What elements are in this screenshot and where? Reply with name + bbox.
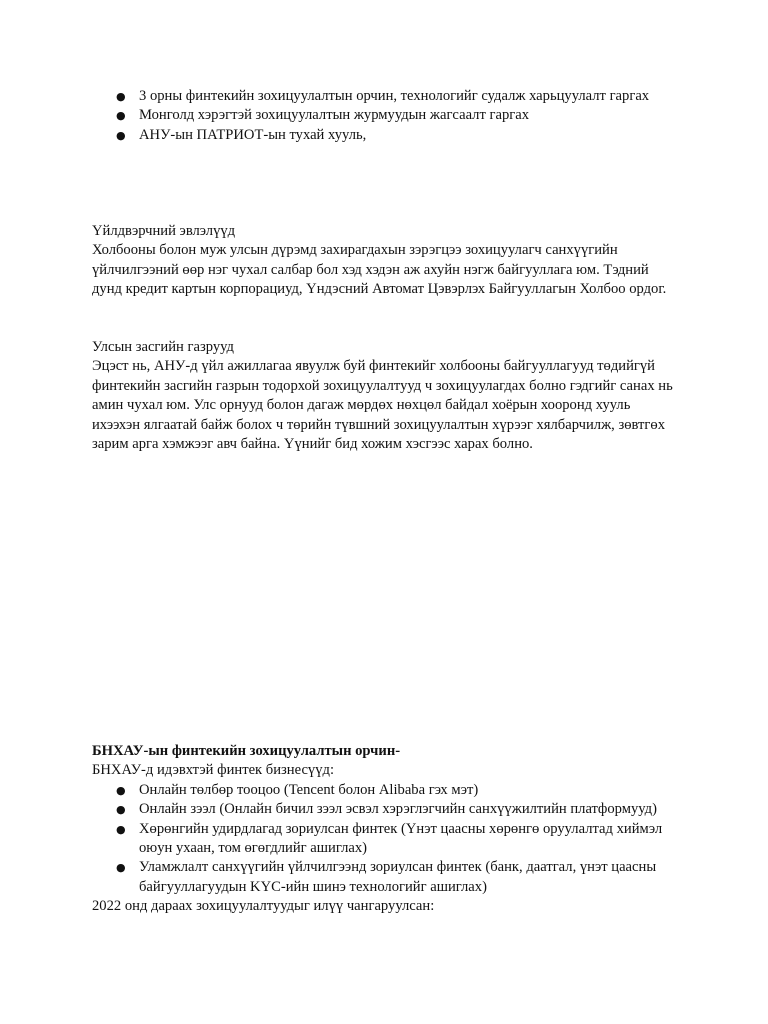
list-item-text: Онлайн зээл (Онлайн бичил зээл эсвэл хэрэглэгчийн санхүүжилтийн платформууд) xyxy=(139,801,657,818)
bullet-icon: ● xyxy=(116,90,126,103)
list-item xyxy=(92,820,682,859)
list-item xyxy=(92,781,682,800)
section-intro: БНХАУ-д идэвхтэй финтек бизнесүүд: xyxy=(92,762,335,779)
section-heading: Үйлдвэрчний эвлэлүүд xyxy=(92,223,236,239)
bullet-icon: ● xyxy=(116,109,126,123)
list-item xyxy=(92,87,682,106)
bullet-icon: ● xyxy=(116,783,126,797)
goals-list xyxy=(92,87,682,145)
list-item xyxy=(92,126,682,145)
list-item-text: Монголд хэрэгтэй зохицуулалтын журмуудын жагсаалт гаргах xyxy=(139,107,530,124)
trade-unions-section xyxy=(92,222,682,300)
section-body: Эцэст нь, АНУ-д үйл ажиллагаа явуулж буй финтекийг холбооны байгууллагууд төдийгүй финтекийн засгийн газрын тодорхой зохицуулалтууд ч зохицуулагдах болно гэдгийг санах нь амин чухал юм. Улс орнууд болон дагаж мөрдөх нөхцөл байдал хоёрын хооронд хууль ихээхэн ялгаатай байж болох ч төрийн түвшний зохицуулалтын хүрээг хялбарчилж, зөвтгөх зарим арга хэмжээг авч байна. Үүнийг бид хожим хэсгээс харах болно. xyxy=(92,358,673,453)
state-governments-section xyxy=(92,338,682,454)
list-item-text: Уламжлалт санхүүгийн үйлчилгээнд зориулсан финтек (банк, даатгал, үнэт цаасны байгууллагуудын KYC-ийн шинэ технологийг ашиглах) xyxy=(139,859,657,895)
list-item-text: Хөрөнгийн удирдлагад зориулсан финтек (Үнэт цаасны хөрөнгө оруулалтад хиймэл оюун ухаан, том өгөгдлийг ашиглах) xyxy=(139,820,663,857)
fintech-business-list xyxy=(92,781,682,897)
bullet-icon: ● xyxy=(116,803,126,817)
bullet-icon: ● xyxy=(116,861,126,875)
list-item-text: Онлайн төлбөр тооцоо (Tencent болон Alibaba гэх мэт) xyxy=(139,781,479,798)
section-body: Холбооны болон муж улсын дүрэмд захирагдахын зэрэгцээ зохицуулагч санхүүгийн үйлчилгээний өөр нэг чухал салбар бол хэд хэдэн аж ахуйн нэгж байгууллага юм. Тэдний дунд кредит картын корпорациуд, Үндэсний Автомат Цэвэрлэх Байгууллагын Холбоо ордог. xyxy=(92,242,667,298)
list-item xyxy=(92,106,682,125)
china-fintech-section xyxy=(92,742,682,917)
list-item-text: 3 орны финтекийн зохицуулалтын орчин, технологийг судалж харьцуулалт гаргах xyxy=(139,88,650,104)
bullet-icon: ● xyxy=(116,128,126,142)
section-outro: 2022 онд дараах зохицуулалтуудыг илүү чангаруулсан: xyxy=(92,898,435,915)
list-item-text: АНУ-ын ПАТРИОТ-ын тухай хууль, xyxy=(139,126,367,143)
goals-section xyxy=(92,87,682,145)
list-item xyxy=(92,800,682,819)
section-heading: Улсын засгийн газрууд xyxy=(92,339,234,355)
list-item xyxy=(92,858,682,897)
bullet-icon: ● xyxy=(116,822,126,836)
section-heading: БНХАУ-ын финтекийн зохицуулалтын орчин- xyxy=(92,743,401,759)
